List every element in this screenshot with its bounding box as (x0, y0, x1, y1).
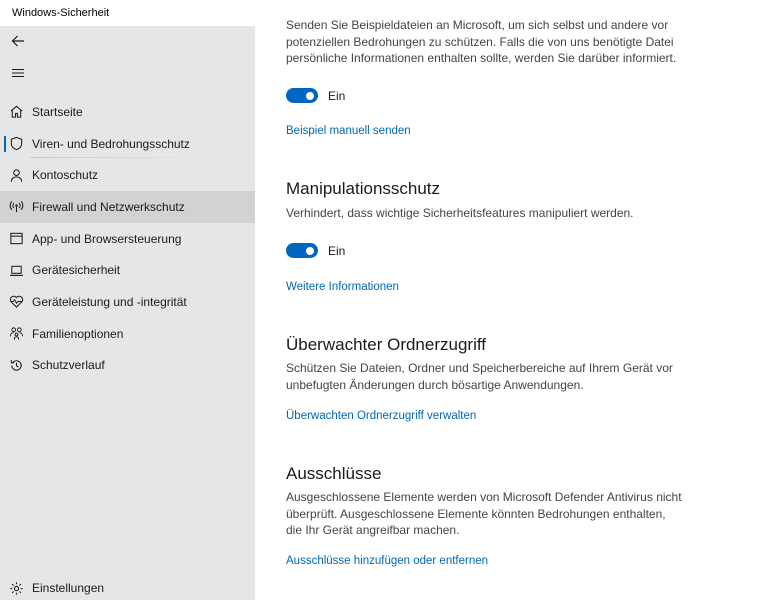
tamper-protection-toggle-row (286, 243, 345, 258)
gear-icon (8, 580, 24, 596)
heart-pulse-icon (8, 294, 24, 310)
sidebar (0, 26, 255, 600)
text-line: die Ihr Gerät angreifbar machen. (286, 523, 460, 537)
exclusions-heading: Ausschlüsse (286, 464, 382, 483)
text-line: Ausgeschlossene Elemente werden von Microsoft Defender Antivirus nicht (286, 490, 682, 504)
tamper-protection-toggle[interactable] (286, 243, 318, 258)
sidebar-item-label: Schutzverlauf (32, 358, 105, 373)
text-line: Schützen Sie Dateien, Ordner und Speicherbereiche auf Ihrem Gerät vor (286, 361, 673, 375)
family-icon (8, 326, 24, 342)
text-line: persönliche Informationen enthalten sollte, werden Sie darüber informiert. (286, 51, 677, 65)
sidebar-nav (0, 96, 255, 381)
shield-icon (8, 136, 24, 152)
sample-submission-text (286, 17, 686, 67)
person-icon (8, 167, 24, 183)
toggle-knob (306, 92, 314, 100)
divider (30, 157, 206, 158)
sidebar-item-app-und-browsersteuerung[interactable] (0, 223, 255, 255)
window-title: Windows-Sicherheit (12, 7, 110, 19)
history-icon (8, 357, 24, 373)
sidebar-item-label: Startseite (32, 104, 83, 119)
toggle-knob (306, 247, 314, 255)
tamper-protection-text: Verhindert, dass wichtige Sicherheitsfeatures manipuliert werden. (286, 206, 634, 220)
submit-sample-link[interactable]: Beispiel manuell senden (286, 125, 411, 137)
hamburger-menu-icon[interactable] (8, 63, 28, 83)
laptop-icon (8, 262, 24, 278)
active-indicator (4, 136, 6, 152)
back-arrow-icon[interactable] (8, 31, 28, 51)
sidebar-item-label: Viren- und Bedrohungsschutz (32, 136, 190, 151)
main-content (286, 0, 706, 600)
tamper-protection-heading: Manipulationsschutz (286, 179, 441, 198)
toggle-label: Ein (328, 243, 346, 258)
sidebar-item-schutzverlauf[interactable] (0, 350, 255, 382)
app-window-icon (8, 231, 24, 247)
sidebar-item-label: Firewall und Netzwerkschutz (32, 199, 185, 214)
manage-folder-access-link[interactable]: Überwachten Ordnerzugriff verwalten (286, 410, 477, 422)
sidebar-item-label: Familienoptionen (32, 326, 124, 341)
sidebar-item-label: App- und Browsersteuerung (32, 231, 182, 246)
text-line: potenziellen Bedrohungen zu schützen. Falls die von uns benötigte Datei (286, 34, 674, 49)
text-line: überprüft. Ausgeschlossene Elemente könnten Bedrohungen enthalten, (286, 506, 666, 521)
sidebar-item-startseite[interactable] (0, 96, 255, 128)
controlled-folder-access-heading: Überwachter Ordnerzugriff (286, 335, 486, 354)
text-line: unbefugten Änderungen durch bösartige Anwendungen. (286, 377, 584, 392)
toggle-label: Ein (328, 88, 346, 103)
sidebar-item-einstellungen[interactable] (0, 577, 255, 599)
sample-submission-toggle-row (286, 88, 345, 103)
sidebar-item-label: Kontoschutz (32, 168, 99, 183)
sample-submission-toggle[interactable] (286, 88, 318, 103)
sidebar-item-label: Geräteleistung und -integrität (32, 294, 187, 309)
sidebar-item-kontoschutz[interactable] (0, 159, 255, 191)
more-info-link[interactable]: Weitere Informationen (286, 281, 399, 293)
sidebar-item-familienoptionen[interactable] (0, 318, 255, 350)
add-remove-exclusions-link[interactable]: Ausschlüsse hinzufügen oder entfernen (286, 555, 489, 567)
sidebar-item-viren-und-bedrohungsschutz[interactable] (0, 128, 255, 160)
exclusions-text (286, 489, 686, 539)
wifi-antenna-icon (8, 199, 24, 215)
controlled-folder-access-text (286, 360, 686, 393)
sidebar-item-geraeteleistung-und-integritaet[interactable] (0, 286, 255, 318)
home-icon (8, 104, 24, 120)
text-line: Senden Sie Beispieldateien an Microsoft, um sich selbst und andere vor (286, 18, 669, 32)
settings-label: Einstellungen (32, 581, 105, 595)
sidebar-item-geraetesicherheit[interactable] (0, 254, 255, 286)
sidebar-item-firewall-und-netzwerkschutz[interactable] (0, 191, 255, 223)
sidebar-item-label: Gerätesicherheit (32, 263, 121, 278)
